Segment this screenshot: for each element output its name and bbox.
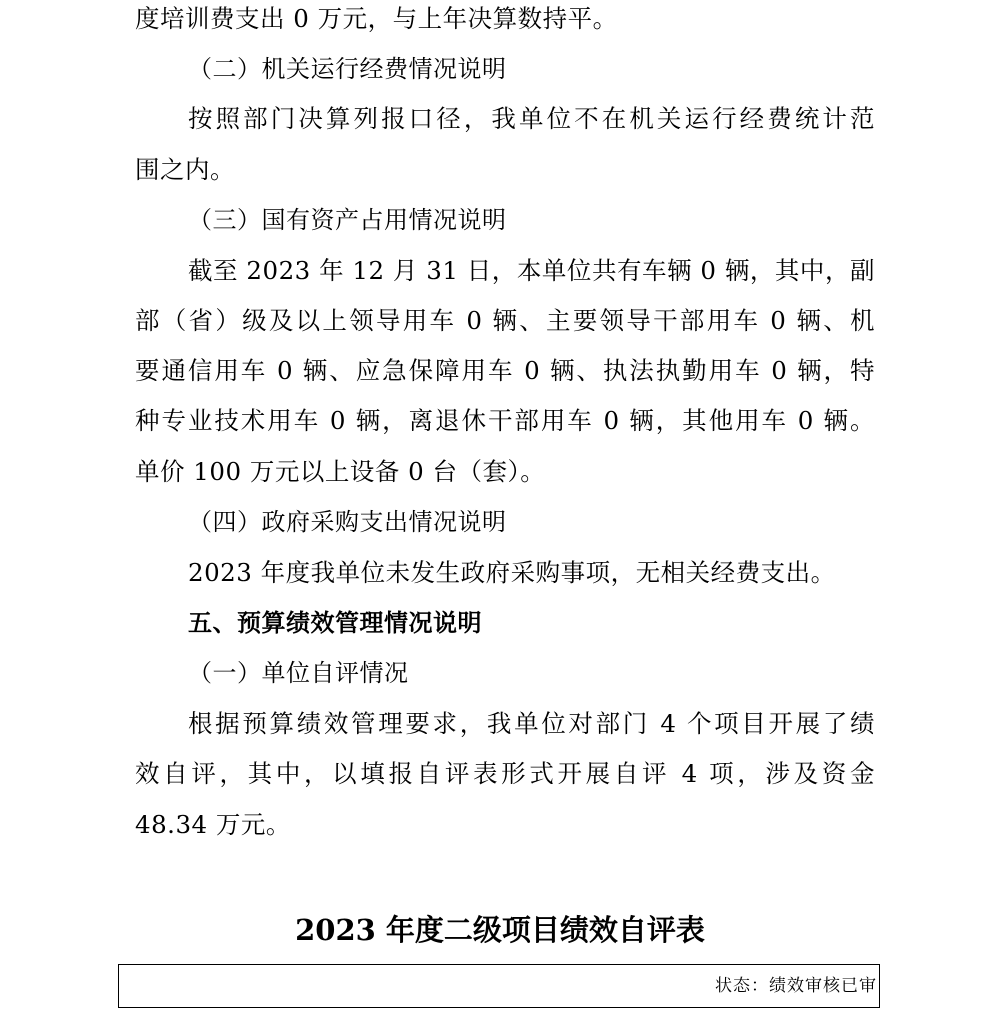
paragraph-line-self-evaluation-1: 根据预算绩效管理要求，我单位对部门 4 个项目开展了绩 <box>188 709 875 738</box>
section-heading-self-evaluation: （一）单位自评情况 <box>188 659 409 687</box>
paragraph-line-vehicles-2: 部（省）级及以上领导用车 0 辆、主要领导干部用车 0 辆、机 <box>135 306 875 335</box>
status-label: 状态：绩效审核已审 <box>715 976 877 996</box>
paragraph-line-operating-expenses-2: 围之内。 <box>135 155 235 184</box>
paragraph-line-equipment: 单价 100 万元以上设备 0 台（套）。 <box>135 457 546 486</box>
paragraph-line-training-fee: 度培训费支出 0 万元，与上年决算数持平。 <box>135 4 618 33</box>
paragraph-line-vehicles-3: 要通信用车 0 辆、应急保障用车 0 辆、执法执勤用车 0 辆，特 <box>135 356 875 385</box>
evaluation-table-header <box>118 964 880 1008</box>
paragraph-line-vehicles-1: 截至 2023 年 12 月 31 日，本单位共有车辆 0 辆，其中，副 <box>188 256 875 285</box>
paragraph-line-procurement: 2023 年度我单位未发生政府采购事项，无相关经费支出。 <box>188 558 836 587</box>
chapter-heading-performance-management: 五、预算绩效管理情况说明 <box>188 609 482 637</box>
paragraph-line-self-evaluation-3: 48.34 万元。 <box>135 810 291 839</box>
section-heading-state-assets: （三）国有资产占用情况说明 <box>188 206 507 234</box>
section-heading-operating-expenses: （二）机关运行经费情况说明 <box>188 55 507 83</box>
paragraph-line-operating-expenses-1: 按照部门决算列报口径，我单位不在机关运行经费统计范 <box>188 104 875 133</box>
section-heading-government-procurement: （四）政府采购支出情况说明 <box>188 508 507 536</box>
paragraph-line-vehicles-4: 种专业技术用车 0 辆，离退休干部用车 0 辆，其他用车 0 辆。 <box>135 406 875 435</box>
paragraph-line-self-evaluation-2: 效自评，其中，以填报自评表形式开展自评 4 项，涉及资金 <box>135 759 875 788</box>
table-title: 2023 年度二级项目绩效自评表 <box>295 913 705 947</box>
